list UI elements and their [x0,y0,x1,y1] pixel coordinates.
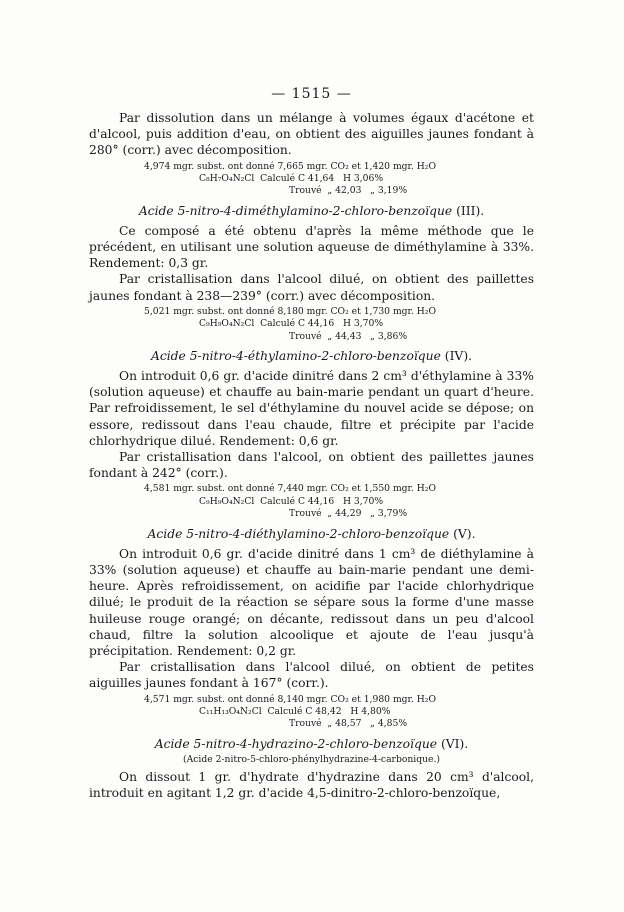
compound-heading [89,526,534,543]
compound-title: Acide 5-nitro-4-hydrazino-2-chloro-benzoïque [154,736,438,751]
analysis-calculated: C₁₁H₁₃O₄N₂Cl Calculé C 48,42 H 4,80% [199,705,391,717]
compound-title: Acide 5-nitro-4-éthylamino-2-chloro-benzoïque [150,349,441,364]
compound-number: (VI). [440,736,469,751]
paragraph: Par dissolution dans un mélange à volumes égaux d'acétone et d'alcool, puis addition d'eau, on obtient des aiguilles jaunes fondant à 280° (corr.) avec décomposition. [89,111,534,158]
paragraph: Ce composé a été obtenu d'après la même méthode que le précédent, en utilisant une solution aqueuse de diméthylamine à 33%. Rendement: 0,3 gr. [89,223,534,271]
analysis-measurement: 4,581 mgr. subst. ont donné 7,440 mgr. CO₂ et 1,550 mgr. H₂O [144,483,436,495]
compound-title: Acide 5-nitro-4-diéthylamino-2-chloro-benzoïque [147,526,450,541]
elemental-analysis [89,306,534,343]
paragraph: On introduit 0,6 gr. d'acide dinitré dans 2 cm³ d'éthylamine à 33% (solution aqueuse) et chauffe au bain-marie pendant un quart d'heure. Par refroidissement, le sel d'éthylamine du nouvel acide se dépose; on essore, redissout dans l'eau chaude, filtre et précipite par l'acide chlorhydrique dilué. Rendement: 0,6 gr. [89,369,534,448]
analysis-found: Trouvé „ 44,43 „ 3,86% [289,330,408,342]
analysis-measurement: 5,021 mgr. subst. ont donné 8,180 mgr. CO₂ et 1,730 mgr. H₂O [144,305,436,317]
paragraph: Par cristallisation dans l'alcool, on obtient des paillettes jaunes fondant à 242° (corr.). [89,450,534,481]
compound-number: (III). [456,203,485,218]
paragraph: Par cristallisation dans l'alcool dilué, on obtient de petites aiguilles jaunes fondant à 167° (corr.). [89,660,534,691]
analysis-calculated: C₈H₇O₄N₂Cl Calculé C 41,64 H 3,06% [199,173,384,185]
analysis-measurement: 4,571 mgr. subst. ont donné 8,140 mgr. CO₂ et 1,980 mgr. H₂O [144,693,436,705]
paragraph: Par cristallisation dans l'alcool dilué, on obtient des paillettes jaunes fondant à 238—239° (corr.) avec décomposition. [89,272,534,303]
analysis-measurement: 4,974 mgr. subst. ont donné 7,665 mgr. CO₂ et 1,420 mgr. H₂O [144,160,436,172]
page-number: — 1515 — [271,86,352,102]
compound-title: Acide 5-nitro-4-diméthylamino-2-chloro-benzoïque [138,203,453,218]
analysis-found: Trouvé „ 48,57 „ 4,85% [289,718,408,730]
compound-number: (IV). [444,349,473,364]
compound-heading [89,348,534,365]
compound-heading [89,736,534,753]
paragraph: On introduit 0,6 gr. d'acide dinitré dans 1 cm³ de diéthylamine à 33% (solution aqueuse) et chauffe au bain-marie pendant une demi-heure. Après refroidissement, on acidifie par l'acide chlorhydrique dilué; le produit de la réaction se sépare sous la forme d'une masse huileuse rouge orangé; on décante, redissout dans un peu d'alcool chaud, filtre la solution alcoolique et ajoute de l'eau jusqu'à précipitation. Rendement: 0,2 gr. [89,546,534,658]
paragraph: On dissout 1 gr. d'hydrate d'hydrazine dans 20 cm³ d'alcool, introduit en agitant 1,2 gr. d'acide 4,5-dinitro-2-chloro-benzoïque, [89,769,534,800]
page-content [89,86,534,801]
compound-synonym: (Acide 2-nitro-5-chloro-phénylhydrazine-4-carbonique.) [183,753,440,765]
analysis-found: Trouvé „ 44,29 „ 3,79% [289,508,408,520]
compound-heading [89,203,534,220]
elemental-analysis [89,161,534,198]
compound-number: (V). [453,526,476,541]
analysis-found: Trouvé „ 42,03 „ 3,19% [289,185,408,197]
elemental-analysis [89,694,534,731]
analysis-calculated: C₉H₉O₄N₂Cl Calculé C 44,16 H 3,70% [199,495,384,507]
analysis-calculated: C₉H₉O₄N₂Cl Calculé C 44,16 H 3,70% [199,318,384,330]
elemental-analysis [89,483,534,520]
